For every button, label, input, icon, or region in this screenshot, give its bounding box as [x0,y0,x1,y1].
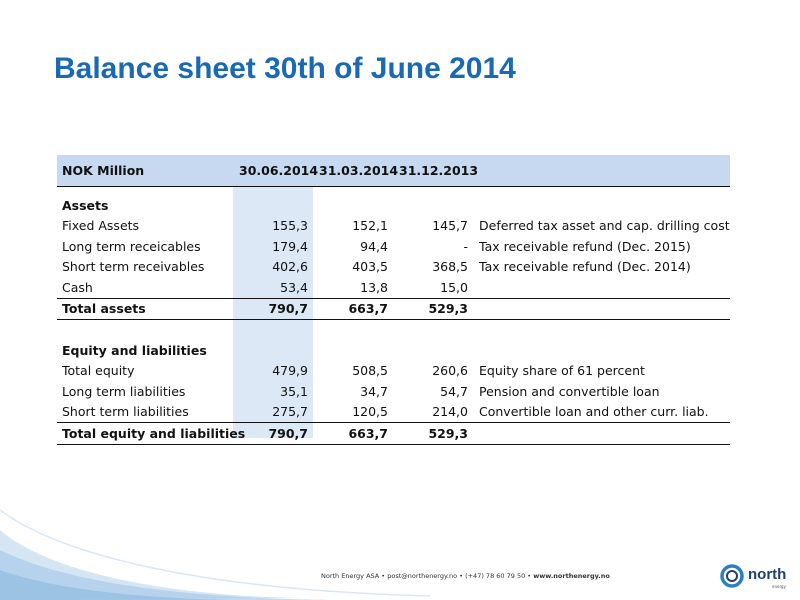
header-col-2: 31.03.2014 [313,155,393,187]
total-row-assets: Total assets 790,7 663,7 529,3 [57,298,730,320]
logo-subtext: energy [772,584,786,589]
header-note [473,155,730,187]
table-row: Total equity 479,9 508,5 260,6 Equity share of 61 percent [62,363,645,379]
footer-website: www.northenergy.no [533,572,610,580]
table-row: Short term receivables 402,6 403,5 368,5 Tax receivable refund (Dec. 2014) [62,259,691,275]
table-row: Short term liabilities 275,7 120,5 214,0 Convertible loan and other curr. liab. [62,404,709,420]
table-row: Cash 53,4 13,8 15,0 [62,279,468,295]
balance-sheet-table [57,155,730,445]
logo-wordmark: north [748,566,787,583]
footer-email: post@northenergy.no [387,572,458,580]
decorative-wave-graphic [0,470,430,600]
table-row: Long term receicables 179,4 94,4 - Tax receivable refund (Dec. 2015) [62,238,691,254]
section-heading-equity: Equity and liabilities [62,342,207,358]
header-col-1: 30.06.2014 [233,155,313,187]
header-label: NOK Million [57,155,233,187]
section-heading-assets: Assets [62,197,109,213]
total-row-equity: Total equity and liabilities 790,7 663,7 529,3 [57,423,730,445]
footer-contact: North Energy ASA • post@northenergy.no • (+47) 78 60 79 50 • www.northenergy.no [321,572,610,580]
page-title: Balance sheet 30th of June 2014 [54,52,516,85]
table-header-row [57,155,730,187]
footer-company: North Energy ASA [321,572,380,580]
table-row: Fixed Assets 155,3 152,1 145,7 Deferred tax asset and cap. drilling cost [62,218,730,234]
footer-phone: (+47) 78 60 79 50 [465,572,526,580]
header-col-3: 31.12.2013 [393,155,473,187]
table-row: Long term liabilities 35,1 34,7 54,7 Pension and convertible loan [62,383,660,399]
